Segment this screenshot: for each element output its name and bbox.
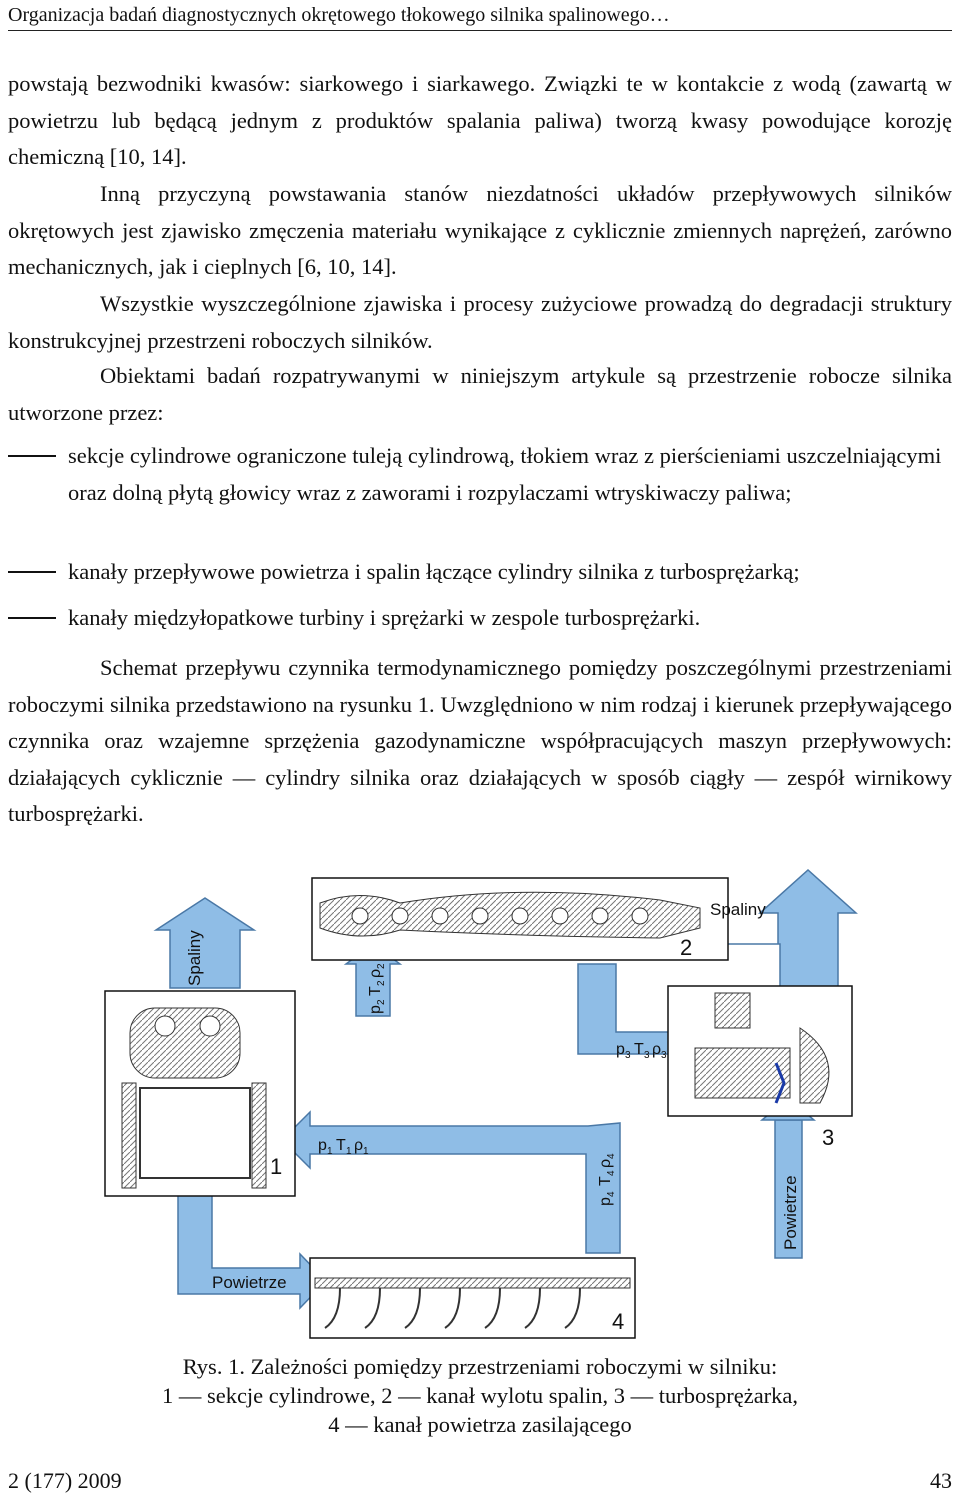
svg-text:p: p: [318, 1137, 327, 1154]
label-spaliny-right: Spaliny: [710, 900, 766, 919]
svg-text:2: 2: [376, 999, 387, 1005]
svg-text:3: 3: [625, 1050, 631, 1061]
svg-text:4: 4: [606, 1170, 617, 1176]
paragraph-4: Obiektami badań rozpatrywanymi w niniejszym artykule są przestrzenie robocze silnika utworzone przez:: [8, 363, 952, 425]
svg-text:ρ: ρ: [597, 1158, 614, 1168]
svg-text:p: p: [616, 1041, 625, 1058]
svg-text:T: T: [597, 1176, 614, 1186]
list-item-text: kanały międzyłopatkowe turbiny i sprężarki w zespole turbosprężarki.: [68, 605, 701, 630]
paragraph-5: Schemat przepływu czynnika termodynamicznego pomiędzy poszczególnymi przestrzeniami roboczymi silnika przedstawiono na rysunku 1. Uwzględniono w nim rodzaj i kierunek przepływającego czynnika oraz wzajemne sprzężenia gazodynamiczne współpracujących maszyn przepływowych: działających cyklicznie — cylindry silnika oraz działających w sposób ciągły — zespół wirnikowy turbosprężarki.: [8, 655, 952, 826]
paragraph-2: Inną przyczyną powstawania stanów niezdatności układów przepływowych silników okrętowych jest zjawisko zmęczenia materiału wynikające z cyklicznie zmiennych naprężeń, zarówno mechanicznych, jak i cieplnych [6, 10, 14].: [8, 181, 952, 279]
list-item: [8, 554, 952, 591]
svg-text:p: p: [597, 1197, 614, 1206]
page-number: 43: [930, 1468, 952, 1493]
svg-text:4: 4: [606, 1191, 617, 1197]
list-dash: [8, 571, 56, 573]
list-dash: [8, 455, 56, 457]
svg-text:1: 1: [346, 1146, 352, 1157]
list-item-text: kanały przepływowe powietrza i spalin łączące cylindry silnika z turbosprężarką;: [68, 559, 800, 584]
number-2: 2: [680, 935, 693, 960]
list-dash: [8, 617, 56, 619]
caption-line-1: Rys. 1. Zależności pomiędzy przestrzeniami roboczymi w silniku:: [182, 1354, 778, 1379]
label-powietrze-right: Powietrze: [781, 1175, 800, 1250]
label-spaliny-left: Spaliny: [185, 930, 204, 986]
svg-text:T: T: [367, 986, 384, 996]
caption-line-2: 1 — sekcje cylindrowe, 2 — kanał wylotu spalin, 3 — turbosprężarka,: [161, 1383, 799, 1408]
arrow-p1: [282, 1112, 620, 1253]
svg-text:3: 3: [661, 1050, 667, 1061]
svg-text:ρ: ρ: [367, 968, 384, 978]
svg-text:2: 2: [376, 963, 387, 969]
figure-caption: [0, 1352, 960, 1439]
svg-text:3: 3: [644, 1050, 650, 1061]
caption-line-3: 4 — kanał powietrza zasilającego: [328, 1412, 632, 1437]
number-3: 3: [822, 1125, 835, 1150]
svg-text:2: 2: [376, 980, 387, 986]
svg-text:p: p: [367, 1005, 384, 1014]
running-header: Organizacja badań diagnostycznych okrętowego tłokowego silnika spalinowego…: [8, 0, 952, 31]
svg-text:4: 4: [606, 1153, 617, 1159]
arrow-exhaust-left: [156, 898, 254, 988]
list-item-text: sekcje cylindrowe ograniczone tuleją cylindrową, tłokiem wraz z pierścieniami uszczelniającymi oraz dolną płytą głowicy wraz z zaworami i rozpylaczami wtryskiwaczy paliwa;: [68, 443, 942, 505]
issue-number: 2 (177) 2009: [8, 1468, 122, 1493]
svg-text:T: T: [634, 1041, 644, 1058]
paragraph-1: powstają bezwodniki kwasów: siarkowego i siarkawego. Związki te w kontakcie z wodą (zawartą w powietrzu lub będącą jednym z produktów spalania paliwa) tworzą kwasy powodujące korozję chemiczną [10, 14].: [8, 71, 952, 169]
state-label-3: [616, 1041, 667, 1061]
air-manifold-box: [310, 1258, 635, 1338]
svg-text:1: 1: [363, 1146, 369, 1157]
svg-text:T: T: [336, 1137, 346, 1154]
label-powietrze-bottom: Powietrze: [212, 1273, 287, 1292]
page-footer: [8, 1468, 952, 1494]
number-4: 4: [612, 1309, 625, 1334]
number-1: 1: [270, 1154, 283, 1179]
svg-text:ρ: ρ: [354, 1137, 364, 1154]
list-item: [8, 438, 952, 511]
svg-text:1: 1: [327, 1146, 333, 1157]
svg-text:ρ: ρ: [652, 1041, 662, 1058]
list-item: [8, 600, 952, 637]
figure-flow-scheme: [100, 858, 860, 1348]
paragraph-3: Wszystkie wyszczególnione zjawiska i procesy zużyciowe prowadzą do degradacji struktury konstrukcyjnej przestrzeni roboczych silników.: [8, 291, 952, 353]
